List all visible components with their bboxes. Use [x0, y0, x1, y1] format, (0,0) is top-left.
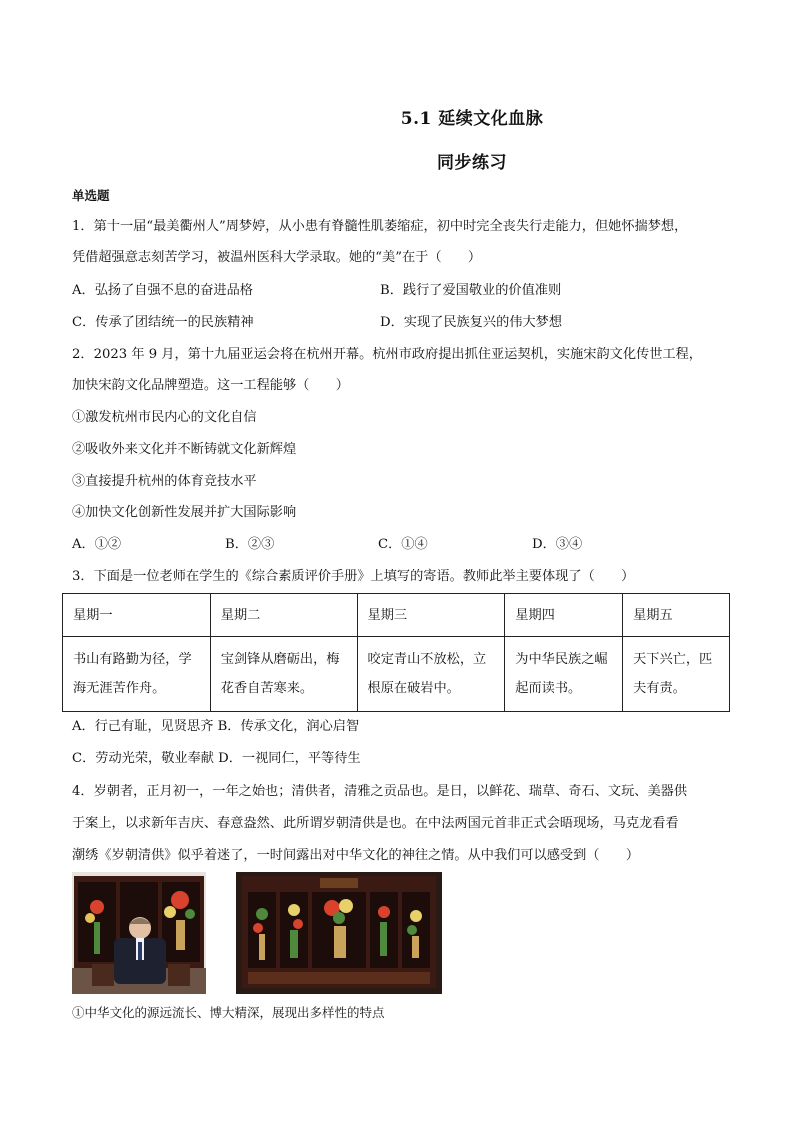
quote-cell-mon	[63, 637, 211, 712]
page-title: 5.1 延续文化血脉	[400, 109, 544, 129]
q4-stem-line3: 潮绣《岁朝清供》似乎着迷了，一时间露出对中华文化的神往之情。从中我们可以感受到（ ）	[72, 848, 640, 863]
quote-line: 咬定青山不放松，立	[367, 652, 487, 667]
quote-line: 夫有责。	[633, 681, 686, 696]
quote-line: 花香自苦寒来。	[220, 681, 314, 696]
q2-statement-4: ④加快文化创新性发展并扩大国际影响	[72, 505, 297, 520]
quote-cell-fri	[623, 637, 730, 712]
photo-screen-with-person-art	[72, 872, 206, 994]
q1-option-b[interactable]: B．践行了爱国敬业的价值准则	[380, 283, 562, 298]
quote-table-row	[63, 637, 730, 712]
q3-options-line2: C．劳动光荣，敬业奉献 D．一视同仁，平等待生	[72, 751, 361, 766]
quote-line: 天下兴亡，匹	[633, 652, 713, 667]
q2-statement-1: ①激发杭州市民内心的文化自信	[72, 410, 257, 425]
q1-option-row-2	[72, 307, 562, 338]
quote-line: 为中华民族之崛	[515, 652, 608, 667]
q1-stem-line2: 凭借超强意志刻苦学习，被温州医科大学录取。她的“美”在于（ ）	[72, 250, 482, 265]
quote-table-header-tue: 星期二	[210, 594, 357, 637]
q2-option-b[interactable]: B．②③	[225, 537, 275, 552]
quote-cell-tue	[210, 637, 357, 712]
page-subtitle: 同步练习	[437, 153, 507, 173]
quote-table	[62, 593, 730, 712]
quote-table-header-row	[63, 594, 730, 637]
quote-line: 海无涯苦作舟。	[73, 681, 166, 696]
quote-line: 书山有路勤为径，学	[73, 652, 192, 667]
quote-table-header-fri: 星期五	[623, 594, 730, 637]
quote-cell-thu	[505, 637, 623, 712]
q2-option-a[interactable]: A．①②	[72, 537, 122, 552]
quote-line: 根原在破岩中。	[367, 681, 460, 696]
q4-stem-line1: 4．岁朝者，正月初一，一年之始也；清供者，清雅之贡品也。是日，以鲜花、瑞草、奇石、文玩、美器供	[72, 784, 688, 799]
q1-option-a[interactable]: A．弘扬了自强不息的奋进品格	[72, 283, 253, 298]
q2-stem-line2: 加快宋韵文化品牌塑造。这一工程能够（ ）	[72, 378, 349, 393]
q3-options-line1: A．行己有耻，见贤思齐 B．传承文化，润心启智	[72, 719, 360, 734]
photo-suichao-qinggong-screen	[236, 872, 442, 994]
q2-option-c[interactable]: C．①④	[378, 537, 428, 552]
q2-option-d[interactable]: D．③④	[532, 537, 583, 552]
q4-statement-1: ①中华文化的源远流长、博大精深，展现出多样性的特点	[72, 1005, 385, 1020]
quote-table-header-thu: 星期四	[505, 594, 623, 637]
q1-option-d[interactable]: D．实现了民族复兴的伟大梦想	[380, 315, 563, 330]
q2-statement-3: ③直接提升杭州的体育竞技水平	[72, 474, 257, 489]
q1-stem-line1: 1．第十一届“最美衢州人”周梦婷，从小患有脊髓性肌萎缩症，初中时完全丧失行走能力，但她怀揣梦想，	[72, 219, 688, 234]
q4-stem-line2: 于案上，以求新年吉庆、春意盎然、此所谓岁朝清供是也。在中法两国元首非正式会晤现场，马克龙看看	[72, 816, 679, 831]
quote-line: 宝剑锋从磨砺出，梅	[220, 652, 340, 667]
quote-table-header-wed: 星期三	[357, 594, 505, 637]
section-label: 单选题	[72, 188, 110, 203]
q1-option-c[interactable]: C．传承了团结统一的民族精神	[72, 315, 254, 330]
q3-stem-line1: 3．下面是一位老师在学生的《综合素质评价手册》上填写的寄语。教师此举主要体现了（ ）	[72, 569, 635, 584]
photo-screen-with-person	[72, 872, 206, 994]
q1-option-row-1	[72, 275, 561, 306]
quote-line: 起而读书。	[515, 681, 582, 696]
quote-table-header-mon: 星期一	[63, 594, 211, 637]
q2-statement-2: ②吸收外来文化并不断铸就文化新辉煌	[72, 442, 297, 457]
q2-stem-line1: 2．2023 年 9 月，第十九届亚运会将在杭州开幕。杭州市政府提出抓住亚运契机，实施宋韵文化传世工程，	[72, 347, 702, 362]
photo-suichao-qinggong-screen-art	[236, 872, 442, 994]
quote-cell-wed	[357, 637, 505, 712]
q2-option-row	[72, 529, 582, 560]
